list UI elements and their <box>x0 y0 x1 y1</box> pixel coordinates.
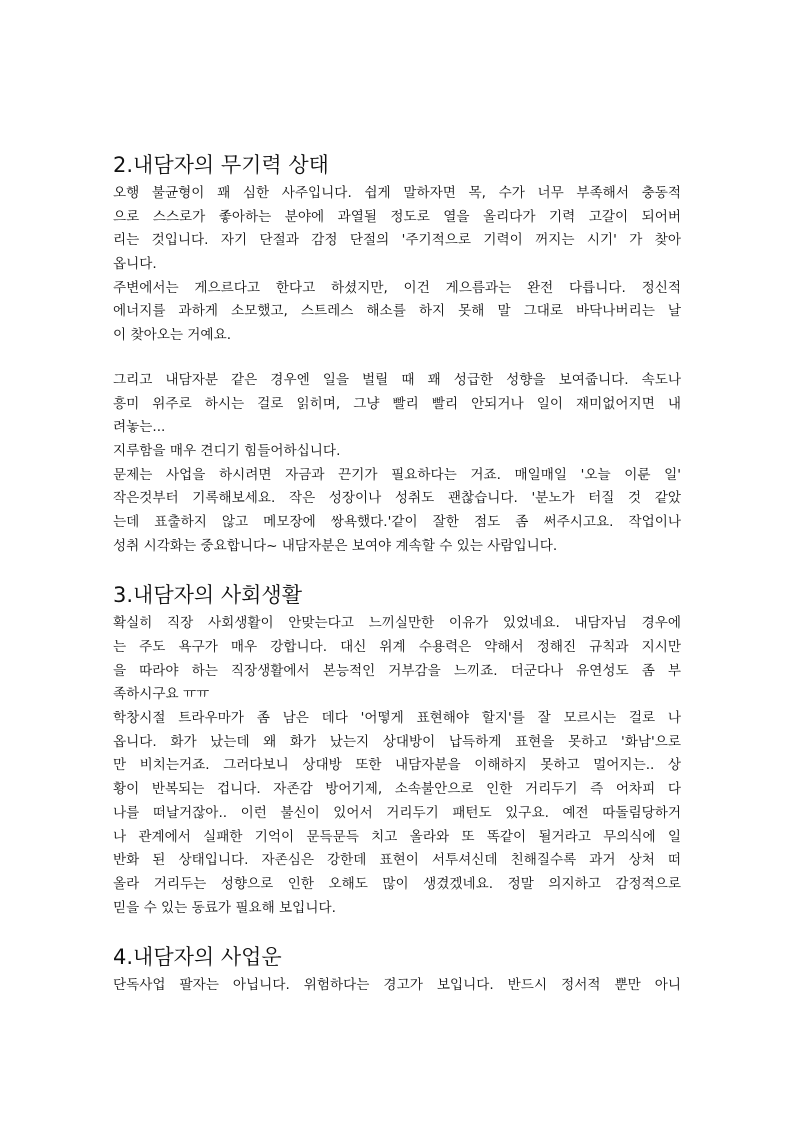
text-line: 주변에서는 게으르다고 한다고 하셨지만, 이건 게으름과는 완전 다릅니다. 정신적 <box>113 279 681 296</box>
text-line: 옵니다. <box>113 256 157 273</box>
text-line: 만 비치는거죠. 그러다보니 상대방 또한 내담자분을 이해하지 못하고 멀어지는.. 상 <box>113 757 681 774</box>
text-line: 학창시절 트라우마가 좀 남은 데다 '어떻게 표현해야 할지'를 잘 모르시는 걸로 나 <box>113 710 681 727</box>
text-line: 지루함을 매우 견디기 힘들어하십니다. <box>113 442 341 459</box>
text-line: 이 찾아오는 거예요. <box>113 327 232 344</box>
text-line: 리는 것입니다. 자기 단절과 감정 단절의 '주기적으로 기력이 꺼지는 시기' 가 찾아 <box>113 232 681 249</box>
text-line: 확실히 직장 사회생활이 안맞는다고 느끼실만한 이유가 있었네요. 내담자님 경우에 <box>113 615 681 632</box>
text-line: 나를 떠날거잖아.. 이런 불신이 있어서 거리두기 패턴도 있구요. 예전 따돌림당하거 <box>113 804 681 821</box>
text-line: 나 관계에서 실패한 기억이 문득문득 치고 올라와 또 똑같이 될거라고 무의식에 일 <box>113 828 681 845</box>
text-line: 오행 불균형이 꽤 심한 사주입니다. 쉽게 말하자면 목, 수가 너무 부족해서 충동적 <box>113 185 681 201</box>
text-line: 옵니다. 화가 났는데 왜 화가 났는지 상대방이 납득하게 표현을 못하고 '화남'으로 <box>113 733 681 750</box>
text-line: 문제는 사업을 하시려면 자금과 끈기가 필요하다는 거죠. 매일매일 '오늘 이룬 일' <box>113 466 681 483</box>
text-line: 족하시구요 ㅠㅠ <box>113 686 210 703</box>
text-line: 성취 시각화는 중요합니다~ 내담자분은 보여야 계속할 수 있는 사람입니다. <box>113 537 558 554</box>
text-line: 는 주도 욕구가 매우 강합니다. 대신 위계 수용력은 약해서 정해진 규칙과 지시만 <box>113 639 681 655</box>
text-line: 려놓는... <box>113 419 166 436</box>
text-line: 는데 표출하지 않고 메모장에 쌍욕했다.'같이 잘한 점도 좀 써주시고요. 작업이나 <box>113 513 681 530</box>
text-line: 으로 스스로가 좋아하는 분야에 과열될 정도로 열을 올리다가 기력 고갈이 되어버 <box>113 208 681 225</box>
section-heading: 4.내담자의 사업운 <box>113 945 282 970</box>
text-line: 그리고 내담자분 같은 경우엔 일을 벌릴 때 꽤 성급한 성향을 보여줍니다. 속도나 <box>113 371 681 388</box>
section-heading: 2.내담자의 무기력 상태 <box>113 153 329 177</box>
section-business-luck <box>113 943 681 998</box>
section-lethargy <box>113 151 681 558</box>
text-line: 황이 반복되는 겁니다. 자존감 방어기제, 소속불안으로 인한 거리두기 즉 어차피 다 <box>113 781 681 798</box>
text-line: 반화 된 상태입니다. 자존심은 강한데 표현이 서투셔신데 친해질수록 과거 상처 떠 <box>113 852 681 869</box>
section-social-life <box>113 581 681 920</box>
text-line: 에너지를 과하게 소모했고, 스트레스 해소를 하지 못해 말 그대로 바닥나버리는 날 <box>113 303 681 320</box>
paragraph-gap <box>113 348 681 369</box>
text-line: 을 따라야 하는 직장생활에서 본능적인 거부감을 느끼죠. 더군다나 유연성도 좀 부 <box>113 662 681 679</box>
text-line: 작은것부터 기록해보세요. 작은 성장이나 성취도 괜찮습니다. '분노가 터질 것 같았 <box>113 490 681 507</box>
text-line: 단독사업 팔자는 아닙니다. 위험하다는 경고가 보입니다. 반드시 정서적 뿐만 아니 <box>113 977 681 994</box>
text-line: 흥미 위주로 하시는 걸로 읽히며, 그냥 빨리 빨리 안되거나 일이 재미없어지면 내 <box>113 395 681 412</box>
section-heading: 3.내담자의 사회생활 <box>113 583 302 608</box>
text-line: 올라 거리두는 성향으로 인한 오해도 많이 생겼겠네요. 정말 의지하고 감정적으로 <box>113 875 681 892</box>
text-line: 믿을 수 있는 동료가 필요해 보입니다. <box>113 899 336 916</box>
